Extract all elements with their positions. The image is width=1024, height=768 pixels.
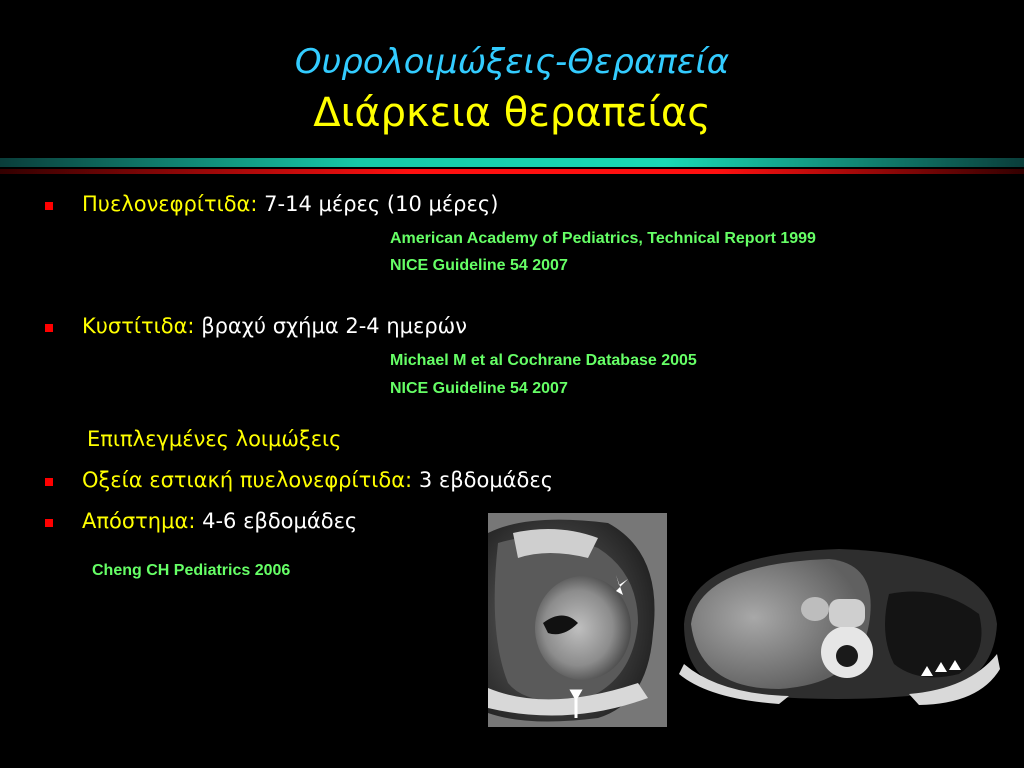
item-pyelonephritis — [82, 192, 498, 216]
citation: Cheng CH Pediatrics 2006 — [92, 562, 291, 579]
item-abscess — [82, 509, 357, 533]
slide-subtitle: Διάρκεια θεραπείας — [313, 90, 711, 136]
item-value: 7-14 μέρες (10 μέρες) — [264, 192, 499, 216]
slide-title: Ουρολοιμώξεις-Θεραπεία — [294, 42, 730, 82]
bullet-square-icon — [45, 324, 53, 332]
item-value: βραχύ σχήμα 2-4 ημερών — [201, 314, 467, 338]
item-label: Πυελονεφρίτιδα: — [82, 192, 258, 216]
section-heading: Επιπλεγμένες λοιμώξεις — [87, 427, 342, 451]
citation: American Academy of Pediatrics, Technical Report 1999 — [390, 230, 816, 247]
citation: NICE Guideline 54 2007 — [390, 257, 568, 274]
title-divider — [0, 156, 1024, 176]
ct-scan-image-right — [679, 544, 1000, 705]
citation: NICE Guideline 54 2007 — [390, 380, 568, 397]
citation: Michael M et al Cochrane Database 2005 — [390, 352, 697, 369]
bullet-square-icon — [45, 478, 53, 486]
item-focal-pyelonephritis — [82, 468, 553, 492]
ct-scan-image-left — [488, 513, 667, 727]
item-label: Απόστημα: — [82, 509, 196, 533]
bullet-square-icon — [45, 202, 53, 210]
item-value: 3 εβδομάδες — [418, 468, 554, 492]
bullet-square-icon — [45, 519, 53, 527]
item-label: Οξεία εστιακή πυελονεφρίτιδα: — [82, 468, 413, 492]
item-cystitis — [82, 314, 467, 338]
item-value: 4-6 εβδομάδες — [202, 509, 358, 533]
item-label: Κυστίτιδα: — [82, 314, 195, 338]
